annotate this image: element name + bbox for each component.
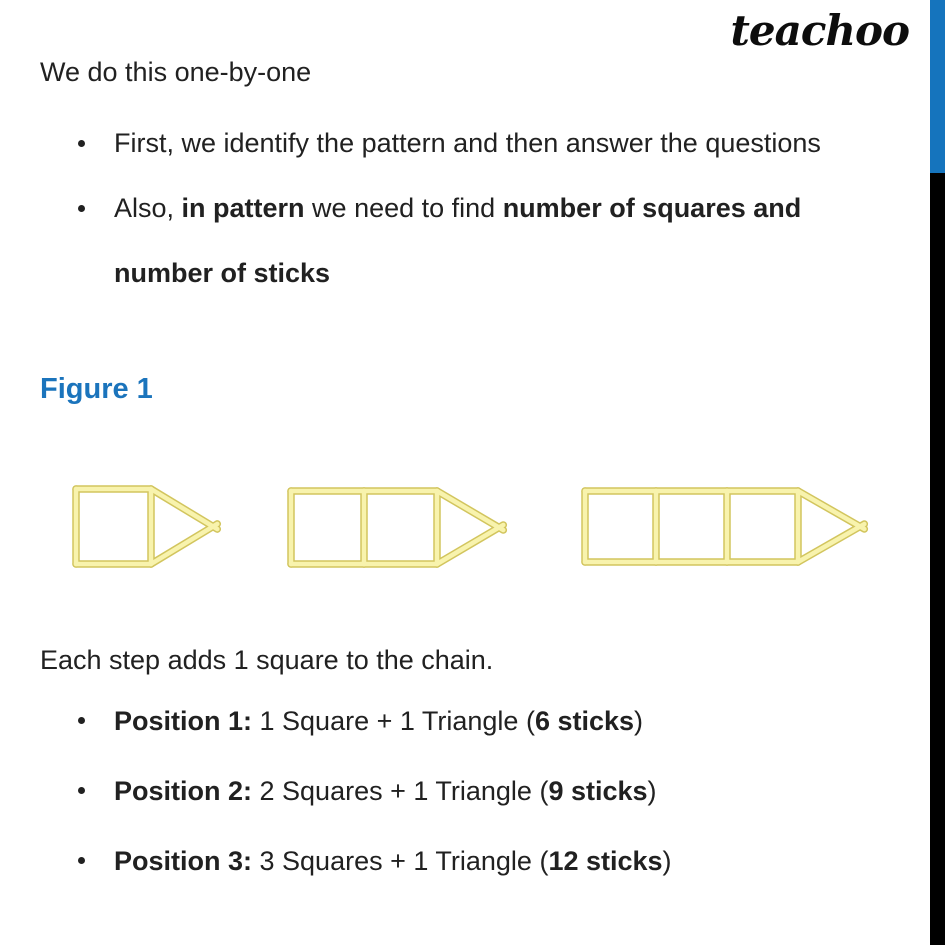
intro-text: We do this one-by-one	[40, 57, 312, 87]
bullet-dot-icon	[78, 140, 85, 147]
pattern-shape-position-2	[291, 491, 503, 564]
teachoo-logo: teachoo	[730, 6, 909, 55]
figure-heading: Figure 1	[40, 373, 153, 405]
bullet-text: First, we identify the pattern and then answer the questions	[114, 128, 821, 158]
bullet-text: Position 2: 2 Squares + 1 Triangle (9 sticks)	[114, 776, 657, 806]
position-bullet-item	[78, 844, 672, 878]
bullet-text: Position 3: 3 Squares + 1 Triangle (12 sticks)	[114, 846, 672, 876]
explanation-text: Each step adds 1 square to the chain.	[40, 645, 494, 675]
pattern-shape-position-1	[76, 489, 217, 564]
figure1-canvas	[0, 450, 945, 610]
pattern-shape-position-3	[585, 491, 864, 562]
intro-bullet-item	[78, 176, 801, 306]
intro-bullet-item	[78, 111, 821, 176]
bullet-dot-icon	[78, 205, 85, 212]
bullet-text: Also, in pattern we need to find number of squares and number of sticks	[114, 193, 802, 288]
position-bullet-item	[78, 774, 657, 808]
position-bullet-item	[78, 704, 643, 738]
accent-bar-blue	[930, 0, 945, 173]
bullet-dot-icon	[78, 787, 85, 794]
bullet-dot-icon	[78, 857, 85, 864]
bullet-text: Position 1: 1 Square + 1 Triangle (6 sticks)	[114, 706, 644, 736]
bullet-dot-icon	[78, 717, 85, 724]
